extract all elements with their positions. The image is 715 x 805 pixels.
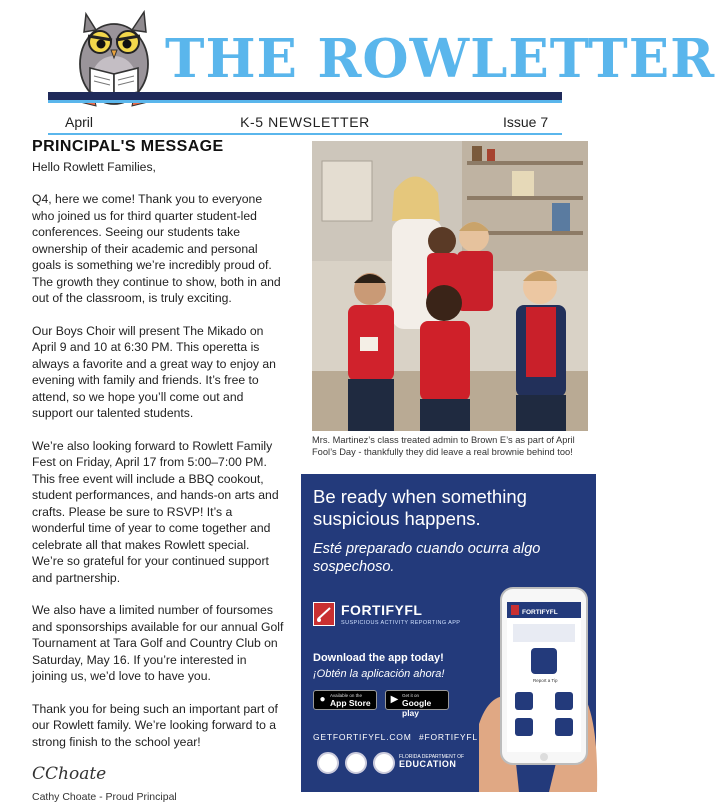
app-store-small: Available on the: [330, 693, 362, 698]
signature: CChoate: [32, 766, 284, 783]
state-seal-icon: [317, 752, 339, 774]
agency-seal-icon: [345, 752, 367, 774]
ad-headline: Be ready when something suspicious happens.: [313, 486, 593, 530]
masthead-accent-rule: [48, 100, 562, 103]
section-heading: PRINCIPAL'S MESSAGE: [32, 139, 284, 156]
doe-top: FLORIDA DEPARTMENT OF: [399, 754, 464, 760]
ad-logo-name: FORTIFYFL: [341, 602, 423, 618]
ad-url[interactable]: GETFORTIFYFL.COM: [313, 732, 412, 742]
signoff: Cathy Choate - Proud Principal: [32, 789, 284, 805]
google-play-badge[interactable]: [385, 690, 449, 710]
class-photo: [312, 141, 588, 431]
newsletter-title: THE ROWLETTER: [165, 28, 715, 90]
phone-report-button: Report a Tip: [533, 678, 558, 683]
masthead-rule: [48, 92, 562, 100]
masthead: [0, 0, 610, 140]
issue-number: Issue 7: [503, 114, 548, 130]
app-store-label: App Store: [330, 698, 371, 708]
phone-app-title: FORTIFYFL: [522, 609, 558, 616]
apple-icon: ●: [317, 694, 328, 706]
paragraph: Q4, here we come! Thank you to everyone who joined us for third quarter student-led conferences. Seeing our students take ownership of their academic and personal goals is something we’re incredibly proud of. The growth they continue to show, both in and out of the classroom, is truly exciting.: [32, 191, 284, 307]
ad-subhead: Esté preparado cuando ocurra algo sospechoso.: [313, 540, 593, 576]
ad-hashtag: #FORTIFYFL: [419, 732, 478, 742]
photo-caption: Mrs. Martinez’s class treated admin to Brown E’s as part of April Fool’s Day - thankfully they did leave a real brownie behind too!: [312, 435, 590, 458]
doe-seal-icon: [373, 752, 395, 774]
paragraph: We’re also looking forward to Rowlett Family Fest on Friday, April 17 from 5:00–7:00 PM. This free event will include a BBQ cookout, student performances, and hands-on arts and crafts. Please be sure to RSVP! It’s a wonderful time of year to come together and celebrate all that makes Rowlett special. We’re so grateful for your continued support and partnership.: [32, 438, 284, 587]
fortifyfl-logo-icon: [313, 602, 335, 626]
meta-divider: [48, 133, 562, 135]
fortifyfl-ad[interactable]: [301, 474, 596, 792]
principal-message: [32, 139, 284, 805]
paragraph: We also have a limited number of foursomes and sponsorships available for our annual Golf Tournament at Tara Golf and Country Club on Saturday, May 16. If you’re interested in joining us, we’d love to have you.: [32, 602, 284, 685]
app-store-badge[interactable]: [313, 690, 377, 710]
greeting: Hello Rowlett Families,: [32, 159, 284, 176]
google-play-small: Get it on: [402, 693, 419, 698]
doe-name: EDUCATION: [399, 759, 456, 769]
google-play-icon: ▶: [389, 694, 400, 706]
issue-meta: [0, 114, 610, 134]
doe-logo: [399, 754, 464, 770]
paragraph: Thank you for being such an important part of our Rowlett family. We’re looking forward to a strong finish to the school year!: [32, 701, 284, 751]
issue-month: April: [65, 114, 93, 130]
newsletter-grade-label: K-5 NEWSLETTER: [0, 114, 610, 130]
ad-download-en: Download the app today!: [313, 652, 444, 664]
google-play-label: Google play: [402, 698, 448, 718]
paragraph: Our Boys Choir will present The Mikado on April 9 and 10 at 6:30 PM. This operetta is always a favorite and a great way to enjoy an evening with family and friends. It’s free to attend, so we hope you’ll come out and support our talented students.: [32, 323, 284, 422]
ad-logo-tagline: SUSPICIOUS ACTIVITY REPORTING APP: [341, 620, 460, 626]
ad-download-es: ¡Obtén la aplicación ahora!: [313, 668, 444, 680]
phone-illustration: [479, 574, 599, 792]
